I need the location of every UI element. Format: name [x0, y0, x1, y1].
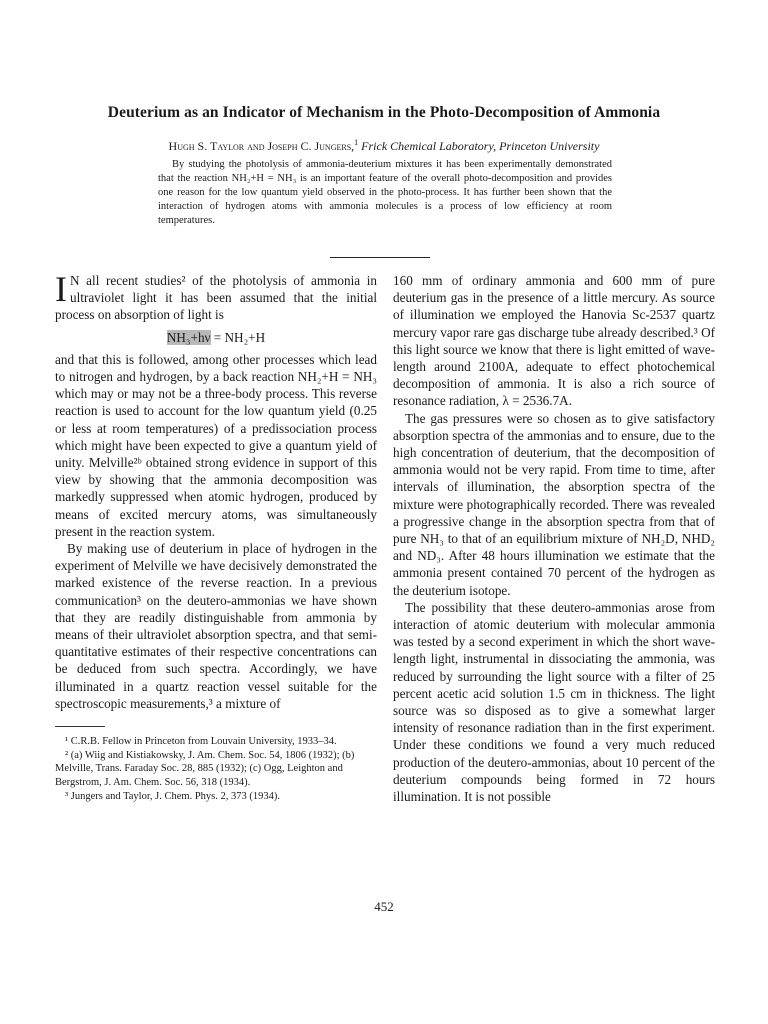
section-divider	[330, 257, 430, 258]
affiliation: Frick Chemical Laboratory, Princeton University	[361, 139, 600, 153]
paper-title: Deuterium as an Indicator of Mechanism in the Photo-Decomposition of Ammonia	[107, 104, 661, 121]
footnote-rule	[55, 726, 105, 727]
equation-rest: = NH₂+H	[210, 329, 266, 345]
paragraph: The gas pressures were so chosen as to give satisfactory absorption spectra of the ammonias and to ensure, due to the high concentration of deuterium, that the decomposition of ammonia would not be very rapid. From time to time, after intervals of illumination, the absorption spectra of the mixture were photographically recorded. There was revealed a progressive change in the absorption spectra from that of pure NH₃ to that of an equilibrium mixture of NH₂D, NHD₂ and ND₃. After 48 hours illumination we estimate that the ammonia present contained 70 percent of the hydrogen as the deuterium isotope.	[393, 410, 715, 598]
intro-paragraph	[55, 269, 377, 324]
paragraph: The possibility that these deutero-ammonias arose from interaction of atomic deuterium with molecular ammonia was tested by a second experiment in which the short wave-length light, instrumental in dissociating the ammonia, was reduced by surrounding the light source with a filter of 25 percent acetic acid solution 1.5 cm in thickness. The light source was so disposed as to give a somewhat larger intensity of resonance radiation than in the first experiment. Under these conditions we found a very much reduced production of the deutero-ammonias, about 10 percent of the deuterium compounds being formed in 72 hours illumination. It is not possible	[393, 599, 715, 805]
paragraph: By making use of deuterium in place of hydrogen in the experiment of Melville we have decisively demonstrated the marked existence of the reverse reaction. In a previous communication³ on the deutero-ammonias we have shown that they are readily distinguishable from ammonia by means of their ultraviolet absorption spectra, and that semi-quantitative estimates of their respective concentrations can be deduced from such spectra. Accordingly, we have illuminated in a quartz reaction vessel suitable for the spectroscopic measurements,³ a mixture of	[55, 541, 377, 711]
equation-highlighted: NH₃+hν	[166, 329, 211, 345]
affiliation-mark: 1	[354, 138, 359, 147]
equation	[55, 329, 377, 346]
footnotes	[55, 735, 377, 803]
intro-text: N all recent studies² of the photolysis of ammonia in ultraviolet light it has been assumed that the initial process on absorption of light is	[55, 273, 377, 323]
footnote: ³ Jungers and Taylor, J. Chem. Phys. 2, 373 (1934).	[65, 790, 280, 802]
author-names: Hugh S. Taylor and Joseph C. Jungers,	[168, 139, 355, 153]
footnote: ² (a) Wiig and Kistiakowsky, J. Am. Chem. Soc. 54, 1806 (1932); (b) Melville, Trans. Faraday Soc. 28, 885 (1932); (c) Ogg, Leighton and Bergstrom, J. Am. Chem. Soc. 56, 318 (1934).	[55, 750, 355, 788]
drop-cap: I	[55, 269, 67, 309]
abstract: By studying the photolysis of ammonia-deuterium mixtures it has been experimentally demonstrated that the reaction NH₂+H = NH₃ is an important feature of the overall photo-decomposition and provides one reason for the low quantum yield observed in the photo-process. It has further been shown that the interaction of hydrogen atoms with ammonia molecules is a process of low efficiency at room temperatures.	[158, 159, 612, 226]
left-column	[55, 269, 377, 804]
page-number: 452	[374, 899, 394, 914]
right-column	[393, 272, 715, 805]
paragraph: 160 mm of ordinary ammonia and 600 mm of pure deuterium gas in the presence of a little mercury. As source of illumination we employed the Hanovia Sc-2537 quartz mercury vapor rare gas discharge tube already described.³ Of this light source we know that there is light emitted of wave-length around 2100A, adequate to effect photochemical decomposition of ammonia. It is also a rich source of resonance radiation, λ = 2536.7A.	[393, 273, 715, 409]
author-line	[60, 138, 708, 154]
paragraph: and that this is followed, among other processes which lead to nitrogen and hydrogen, by a back reaction NH₂+H = NH₃ which may or may not be a three-body process. This reverse reaction is used to account for the low quantum yield (0.25 or less at room temperatures) of a predissociation process which might have been expected to give a quantum yield of unity. Melville²ᵇ obtained strong evidence in support of this view by showing that the ammonia decomposition was markedly suppressed when atomic hydrogen, produced by means of excited mercury atoms, was simultaneously present in the reaction system.	[55, 351, 377, 539]
footnote: ¹ C.R.B. Fellow in Princeton from Louvain University, 1933–34.	[65, 736, 337, 748]
